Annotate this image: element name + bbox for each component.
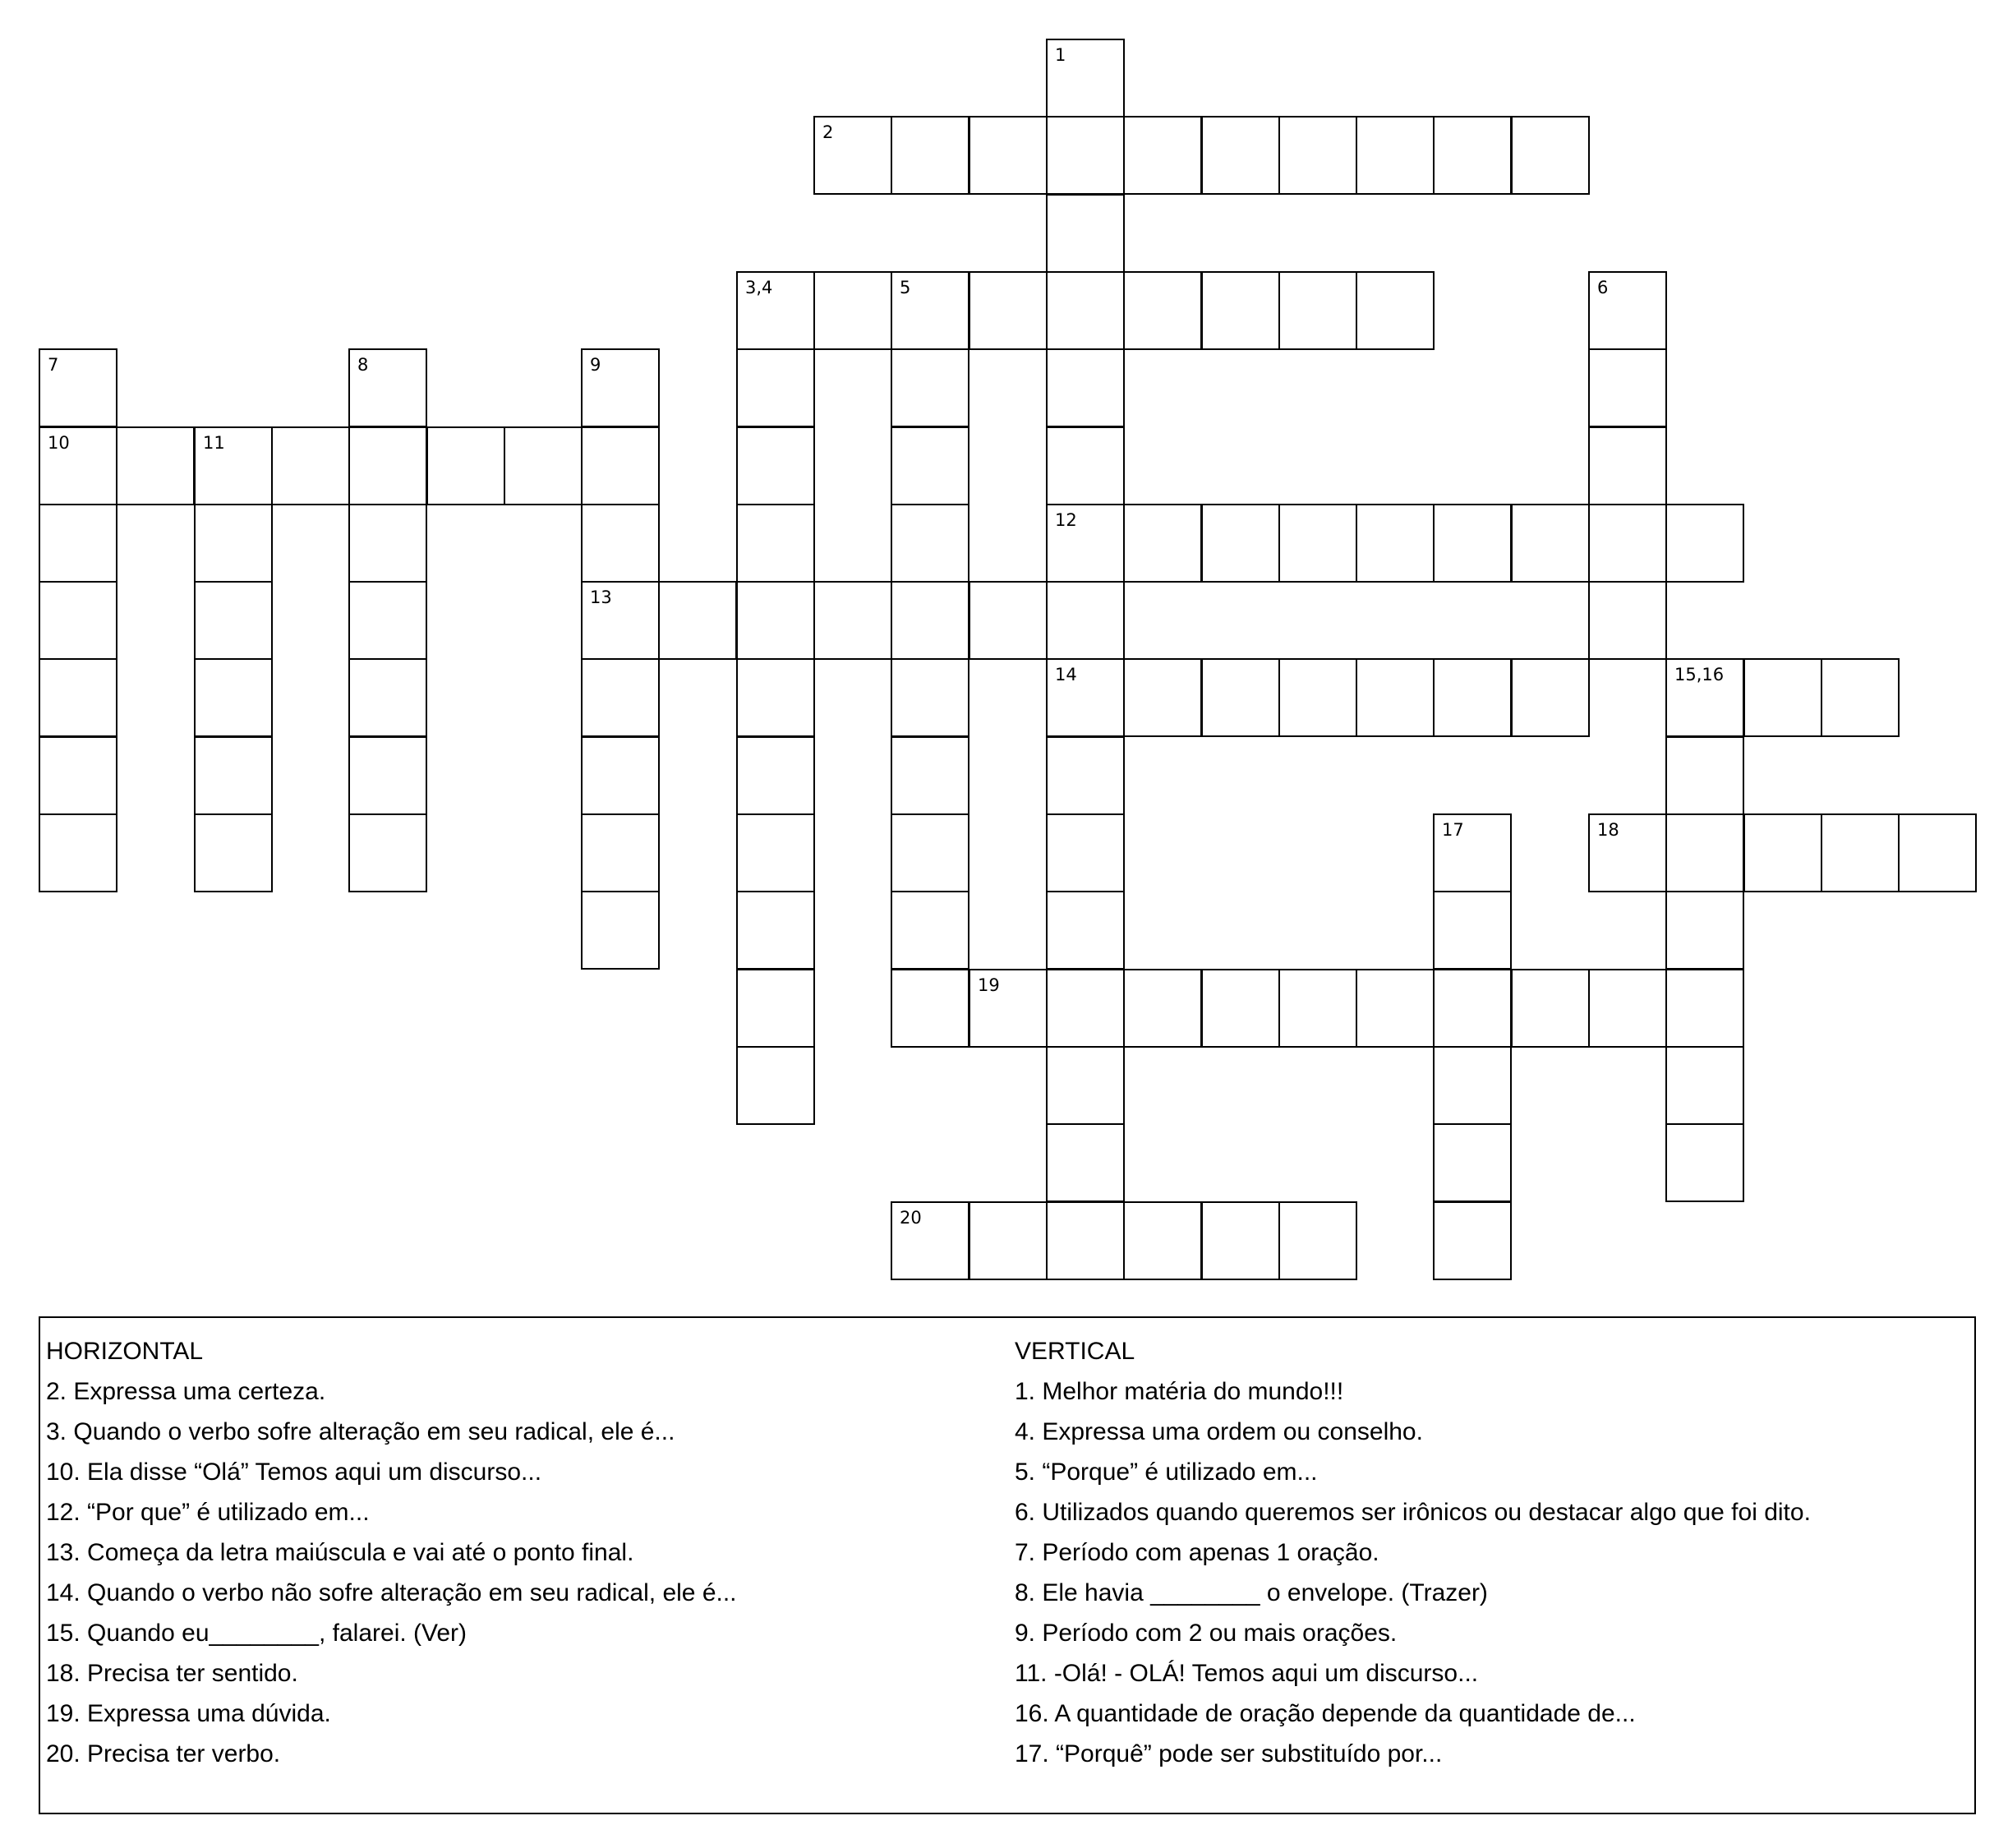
down-clue: 17. “Porquê” pode ser substituído por...	[1015, 1740, 1443, 1767]
down-clue: 9. Período com 2 ou mais orações.	[1015, 1620, 1398, 1647]
across-clues	[46, 1331, 737, 1774]
across-clue: 2. Expressa uma certeza.	[46, 1378, 326, 1405]
down-clue: 16. A quantidade de oração depende da quantidade de...	[1015, 1700, 1636, 1727]
grid-cell[interactable]	[1433, 1046, 1512, 1125]
grid-cell[interactable]	[1356, 116, 1435, 195]
across-clue: 19. Expressa uma dúvida.	[46, 1700, 331, 1727]
grid-cell[interactable]	[1588, 813, 1667, 892]
grid-cell[interactable]	[1046, 39, 1125, 118]
grid-cell[interactable]	[348, 813, 427, 892]
grid-cell[interactable]	[1433, 658, 1512, 737]
grid-cell[interactable]	[1511, 658, 1590, 737]
grid-cell[interactable]	[194, 736, 273, 815]
grid-cell[interactable]	[891, 813, 969, 892]
grid-cell[interactable]	[969, 969, 1048, 1048]
grid-cell[interactable]	[581, 658, 660, 737]
clue-number: 15,16	[1674, 665, 1725, 684]
grid-cell[interactable]	[736, 813, 815, 892]
across-heading: HORIZONTAL	[46, 1338, 204, 1365]
grid-cell[interactable]	[736, 891, 815, 970]
grid-cell[interactable]	[891, 658, 969, 737]
grid-cell[interactable]	[1433, 1123, 1512, 1202]
grid-cell[interactable]	[1046, 1201, 1125, 1280]
grid-cell[interactable]	[1046, 271, 1125, 350]
grid-cell[interactable]	[1665, 1046, 1744, 1125]
across-clue: 13. Começa da letra maiúscula e vai até o ponto final.	[46, 1539, 634, 1566]
grid-cell[interactable]	[348, 581, 427, 660]
down-clue: 8. Ele havia ________ o envelope. (Trazer)	[1015, 1579, 1488, 1606]
grid-cell[interactable]	[1278, 658, 1357, 737]
clue-number: 8	[357, 355, 369, 375]
grid-cell[interactable]	[1665, 891, 1744, 970]
grid-cell[interactable]	[39, 504, 117, 583]
clue-number: 20	[900, 1208, 922, 1228]
grid-cell[interactable]	[813, 271, 892, 350]
grid-cell[interactable]	[39, 581, 117, 660]
clue-number: 18	[1597, 820, 1619, 840]
grid-cell[interactable]	[1123, 504, 1202, 583]
grid-cell[interactable]	[1046, 194, 1125, 273]
clue-number: 19	[978, 975, 1000, 995]
down-clue: 5. “Porque” é utilizado em...	[1015, 1459, 1318, 1486]
grid-cell[interactable]	[348, 658, 427, 737]
grid-cell[interactable]	[736, 348, 815, 427]
grid-cell[interactable]	[1046, 891, 1125, 970]
grid-cell[interactable]	[1433, 1201, 1512, 1280]
grid-cell[interactable]	[581, 736, 660, 815]
grid-cell[interactable]	[891, 736, 969, 815]
grid-cell[interactable]	[736, 581, 815, 660]
clue-number: 5	[900, 278, 911, 297]
grid-cell[interactable]	[1046, 736, 1125, 815]
grid-cell[interactable]	[1046, 1046, 1125, 1125]
grid-cell[interactable]	[891, 969, 969, 1048]
grid-cell[interactable]	[39, 426, 117, 505]
grid-cell[interactable]	[1046, 1123, 1125, 1202]
grid-cell[interactable]	[891, 581, 969, 660]
grid-cell[interactable]	[581, 813, 660, 892]
grid-cell[interactable]	[1665, 658, 1744, 737]
grid-cell[interactable]	[1278, 969, 1357, 1048]
across-clue: 3. Quando o verbo sofre alteração em seu radical, ele é...	[46, 1418, 675, 1445]
clue-number: 11	[203, 433, 225, 453]
grid-cell[interactable]	[1511, 504, 1590, 583]
grid-cell[interactable]	[969, 581, 1048, 660]
grid-cell[interactable]	[1511, 969, 1590, 1048]
grid-cell[interactable]	[348, 348, 427, 427]
grid-cell[interactable]	[194, 658, 273, 737]
grid-cell[interactable]	[39, 658, 117, 737]
grid-cell[interactable]	[581, 581, 660, 660]
grid-cell[interactable]	[271, 426, 350, 505]
grid-cell[interactable]	[891, 1201, 969, 1280]
grid-cell[interactable]	[1123, 116, 1202, 195]
grid-cell[interactable]	[1665, 504, 1744, 583]
clue-number: 12	[1055, 510, 1077, 530]
grid-cell[interactable]	[348, 504, 427, 583]
clue-number: 7	[48, 355, 59, 375]
grid-cell[interactable]	[736, 658, 815, 737]
grid-cell[interactable]	[1046, 581, 1125, 660]
grid-cell[interactable]	[1433, 813, 1512, 892]
grid-cell[interactable]	[1743, 813, 1822, 892]
across-clue: 12. “Por que” é utilizado em...	[46, 1499, 370, 1526]
down-heading: VERTICAL	[1015, 1338, 1135, 1365]
grid-cell[interactable]	[891, 426, 969, 505]
grid-cell[interactable]	[1278, 1201, 1357, 1280]
clue-number: 1	[1055, 45, 1066, 65]
grid-cell[interactable]	[1433, 891, 1512, 970]
grid-cell[interactable]	[813, 116, 892, 195]
clue-number: 13	[590, 588, 612, 607]
grid-cell[interactable]	[1588, 504, 1667, 583]
grid-cell[interactable]	[1743, 658, 1822, 737]
grid-cell[interactable]	[1588, 581, 1667, 660]
grid-cell[interactable]	[1665, 813, 1744, 892]
grid-cell[interactable]	[1665, 969, 1744, 1048]
grid-cell[interactable]	[1201, 504, 1280, 583]
grid-cell[interactable]	[1588, 348, 1667, 427]
grid-cell[interactable]	[969, 1201, 1048, 1280]
grid-cell[interactable]	[1201, 1201, 1280, 1280]
grid-cell[interactable]	[1356, 969, 1435, 1048]
across-clue: 18. Precisa ter sentido.	[46, 1660, 298, 1687]
grid-cell[interactable]	[1201, 271, 1280, 350]
grid-cell[interactable]	[1201, 658, 1280, 737]
grid-cell[interactable]	[1046, 658, 1125, 737]
grid-cell[interactable]	[1046, 504, 1125, 583]
grid-cell[interactable]	[969, 116, 1048, 195]
down-clue: 4. Expressa uma ordem ou conselho.	[1015, 1418, 1423, 1445]
grid-cell[interactable]	[1046, 116, 1125, 195]
down-clues	[1015, 1331, 1811, 1774]
grid-cell[interactable]	[1588, 969, 1667, 1048]
grid-cell[interactable]	[1356, 658, 1435, 737]
down-clue: 11. -Olá! - OLÁ! Temos aqui um discurso...	[1015, 1660, 1479, 1687]
grid-cell[interactable]	[1356, 504, 1435, 583]
grid-cell[interactable]	[194, 581, 273, 660]
grid-cell[interactable]	[1588, 426, 1667, 505]
grid-cell[interactable]	[1433, 969, 1512, 1048]
grid-cell[interactable]	[116, 426, 195, 505]
across-clue: 15. Quando eu________, falarei. (Ver)	[46, 1620, 467, 1647]
grid-cell[interactable]	[1123, 969, 1202, 1048]
grid-cell[interactable]	[1821, 813, 1900, 892]
clue-number: 17	[1442, 820, 1464, 840]
grid-cell[interactable]	[736, 271, 815, 350]
grid-cell[interactable]	[1123, 1201, 1202, 1280]
grid-cell[interactable]	[1046, 426, 1125, 505]
grid-cell[interactable]	[1433, 116, 1512, 195]
grid-cell[interactable]	[581, 891, 660, 970]
grid-cell[interactable]	[194, 813, 273, 892]
grid-cell[interactable]	[581, 348, 660, 427]
grid-cell[interactable]	[1278, 271, 1357, 350]
grid-cell[interactable]	[194, 426, 273, 505]
grid-cell[interactable]	[1898, 813, 1977, 892]
grid-cell[interactable]	[1046, 348, 1125, 427]
grid-cell[interactable]	[348, 736, 427, 815]
grid-cell[interactable]	[736, 504, 815, 583]
grid-cell[interactable]	[891, 271, 969, 350]
grid-cell[interactable]	[1665, 736, 1744, 815]
grid-cell[interactable]	[736, 1046, 815, 1125]
grid-cell[interactable]	[891, 348, 969, 427]
grid-cell[interactable]	[39, 348, 117, 427]
grid-cell[interactable]	[1046, 813, 1125, 892]
down-clue: 7. Período com apenas 1 oração.	[1015, 1539, 1379, 1566]
grid-cell[interactable]	[426, 426, 505, 505]
grid-cell[interactable]	[1201, 116, 1280, 195]
grid-cell[interactable]	[891, 891, 969, 970]
grid-cell[interactable]	[1046, 969, 1125, 1048]
grid-cell[interactable]	[1123, 271, 1202, 350]
grid-cell[interactable]	[39, 813, 117, 892]
grid-cell[interactable]	[1821, 658, 1900, 737]
grid-cell[interactable]	[969, 271, 1048, 350]
grid-cell[interactable]	[736, 426, 815, 505]
grid-cell[interactable]	[658, 581, 737, 660]
grid-cell[interactable]	[736, 736, 815, 815]
grid-cell[interactable]	[813, 581, 892, 660]
clue-number: 10	[48, 433, 70, 453]
grid-cell[interactable]	[504, 426, 583, 505]
grid-cell[interactable]	[1201, 969, 1280, 1048]
clue-number: 6	[1597, 278, 1609, 297]
grid-cell[interactable]	[348, 426, 427, 505]
grid-cell[interactable]	[581, 426, 660, 505]
grid-cell[interactable]	[891, 116, 969, 195]
grid-cell[interactable]	[1511, 116, 1590, 195]
grid-cell[interactable]	[194, 504, 273, 583]
grid-cell[interactable]	[736, 969, 815, 1048]
clues-box	[39, 1316, 1976, 1814]
across-clue: 14. Quando o verbo não sofre alteração em seu radical, ele é...	[46, 1579, 737, 1606]
grid-cell[interactable]	[1665, 1123, 1744, 1202]
grid-cell[interactable]	[1588, 271, 1667, 350]
grid-cell[interactable]	[1356, 271, 1435, 350]
grid-cell[interactable]	[39, 736, 117, 815]
grid-cell[interactable]	[1123, 658, 1202, 737]
clue-number: 3,4	[745, 278, 773, 297]
grid-cell[interactable]	[1278, 116, 1357, 195]
grid-cell[interactable]	[1433, 504, 1512, 583]
across-clue: 20. Precisa ter verbo.	[46, 1740, 281, 1767]
grid-cell[interactable]	[581, 504, 660, 583]
down-clue: 6. Utilizados quando queremos ser irônicos ou destacar algo que foi dito.	[1015, 1499, 1811, 1526]
clue-number: 2	[822, 122, 834, 142]
down-clue: 1. Melhor matéria do mundo!!!	[1015, 1378, 1344, 1405]
clue-number: 9	[590, 355, 601, 375]
across-clue: 10. Ela disse “Olá” Temos aqui um discurso...	[46, 1459, 542, 1486]
clue-number: 14	[1055, 665, 1077, 684]
grid-cell[interactable]	[1278, 504, 1357, 583]
grid-cell[interactable]	[891, 504, 969, 583]
